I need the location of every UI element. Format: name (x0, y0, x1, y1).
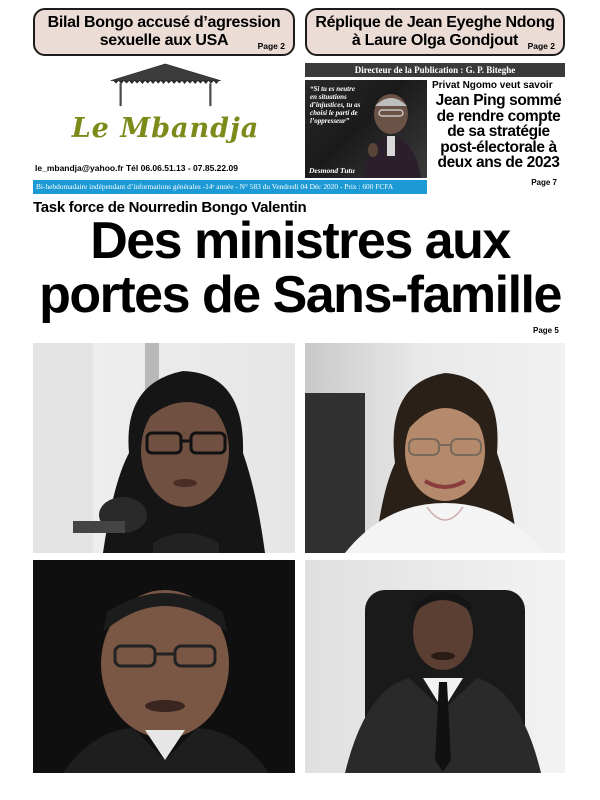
photo-minister-2 (305, 343, 565, 553)
tutu-name: Desmond Tutu (309, 166, 355, 175)
headline-line-1: Des ministres aux (90, 212, 510, 270)
main-headline[interactable] (33, 214, 567, 322)
main-kicker: Task force de Nourredin Bongo Valentin (33, 199, 307, 216)
newspaper-logo: Le Mbandja (71, 113, 260, 144)
teaser-right-page: Page 2 (527, 41, 555, 51)
side-story-headline: Jean Ping sommé de rendre compte de sa stratégie post-électorale à deux ans de 2023 (435, 92, 562, 171)
side-story-kicker: Privat Ngomo veut savoir (432, 80, 553, 91)
teaser-left[interactable] (33, 8, 295, 56)
teaser-right[interactable] (305, 8, 565, 56)
headline-line-2: portes de Sans-famille (39, 266, 561, 324)
director-bar: Directeur de la Publication : G. P. Biteghe (305, 63, 565, 77)
teaser-left-page: Page 2 (257, 41, 285, 51)
teaser-left-title: Bilal Bongo accusé d’agression sexuelle aux USA (47, 14, 281, 49)
side-story[interactable] (432, 80, 565, 190)
issue-strip: Bi-hebdomadaire indépendant d’informations générales -14ᵉ année - N° 583 du Vendredi 04 Déc 2020 - Prix : 600 FCFA (33, 180, 427, 194)
photo-minister-4 (305, 560, 565, 773)
thatched-roof-logo (33, 63, 298, 107)
tutu-photo (305, 80, 427, 178)
masthead (33, 63, 298, 175)
tutu-quote: “Si tu es neutre en situations d’injustices, tu as choisi le parti de l’oppresseur” (310, 85, 361, 125)
photo-minister-1 (33, 343, 295, 553)
photo-minister-3 (33, 560, 295, 773)
side-story-page: Page 7 (531, 178, 557, 187)
contact-info: le_mbandja@yahoo.fr Tél 06.06.51.13 - 07.85.22.09 (35, 163, 238, 173)
teaser-right-title: Réplique de Jean Eyeghe Ndong à Laure Olga Gondjout (315, 14, 555, 49)
main-page-ref: Page 5 (533, 326, 559, 335)
